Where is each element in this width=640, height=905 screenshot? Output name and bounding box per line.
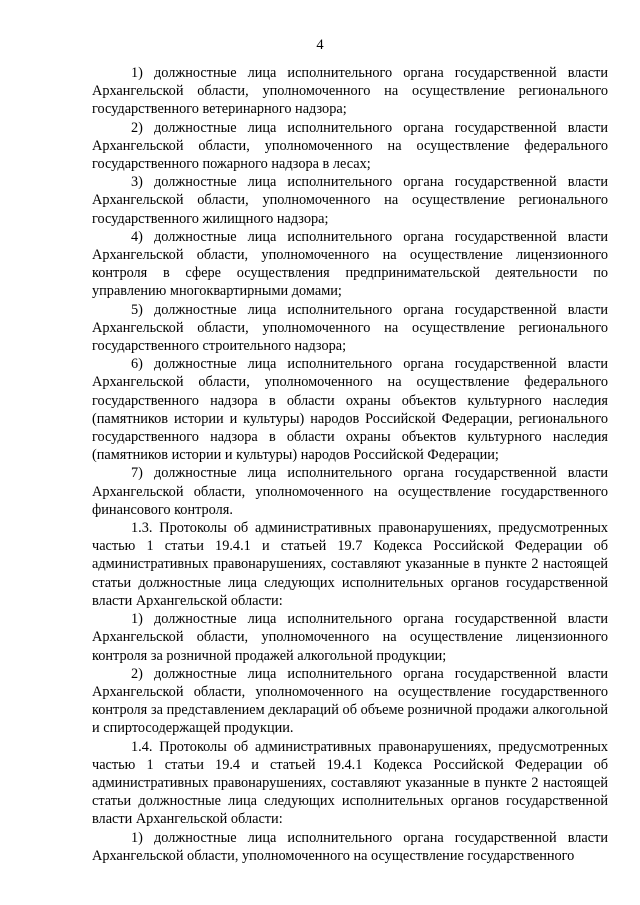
paragraph-item-1: 1) должностные лица исполнительного органа государственной власти Архангельской области, уполномоченного на осуществление регионального государственного ветеринарного надзора;	[92, 65, 608, 118]
paragraph-item-7: 7) должностные лица исполнительного органа государственной власти Архангельской области, уполномоченного на осуществление государственного финансового контроля.	[92, 465, 608, 518]
paragraph-item-2: 2) должностные лица исполнительного органа государственной власти Архангельской области, уполномоченного на осуществление федерального государственного пожарного надзора в лесах;	[92, 119, 608, 173]
paragraph-item-1-3-2: 2) должностные лица исполнительного органа государственной власти Архангельской области, уполномоченного на осуществление государственного контроля за представлением деклараций об объеме розничной продажи алкогольной и спиртосодержащей продукции.	[92, 665, 608, 737]
paragraph-item-6: 6) должностные лица исполнительного органа государственной власти Архангельской области, уполномоченного на осуществление федерального государственного надзора в области охраны объектов культурного наследия (памятников истории и культуры) народов Российской Федерации, регионального государственного надзора в области охраны объектов культурного наследия (памятников истории и культуры) народов Российской Федерации;	[92, 356, 608, 464]
paragraph-item-5: 5) должностные лица исполнительного органа государственной власти Архангельской области, уполномоченного на осуществление регионального государственного строительного надзора;	[92, 301, 608, 355]
page-number: 4	[316, 37, 324, 53]
document-body	[92, 64, 608, 865]
paragraph-item-3: 3) должностные лица исполнительного органа государственной власти Архангельской области, уполномоченного на осуществление регионального государственного жилищного надзора;	[92, 174, 608, 227]
paragraph-section-1-4: 1.4. Протоколы об административных правонарушениях, предусмотренных частью 1 статьи 19.4 и статьей 19.4.1 Кодекса Российской Федерации об административных правонарушениях, составляют указанные в пункте 2 настоящей статьи должностные лица следующих исполнительных органов государственной власти Архангельской области:	[92, 738, 608, 828]
paragraph-item-1-4-1: 1) должностные лица исполнительного органа государственной власти Архангельской области, уполномоченного на осуществление государственного	[92, 829, 608, 864]
paragraph-item-1-3-1: 1) должностные лица исполнительного органа государственной власти Архангельской области, уполномоченного на осуществление лицензионного контроля за розничной продажей алкогольной продукции;	[92, 611, 608, 664]
paragraph-section-1-3: 1.3. Протоколы об административных правонарушениях, предусмотренных частью 1 статьи 19.4.1 и статьей 19.7 Кодекса Российской Федерации об административных правонарушениях, составляют указанные в пункте 2 настоящей статьи должностные лица следующих исполнительных органов государственной власти Архангельской области:	[92, 520, 608, 609]
paragraph-item-4: 4) должностные лица исполнительного органа государственной власти Архангельской области, уполномоченного на осуществление лицензионного контроля в сфере осуществления предпринимательской деятельности по управлению многоквартирными домами;	[92, 228, 608, 300]
